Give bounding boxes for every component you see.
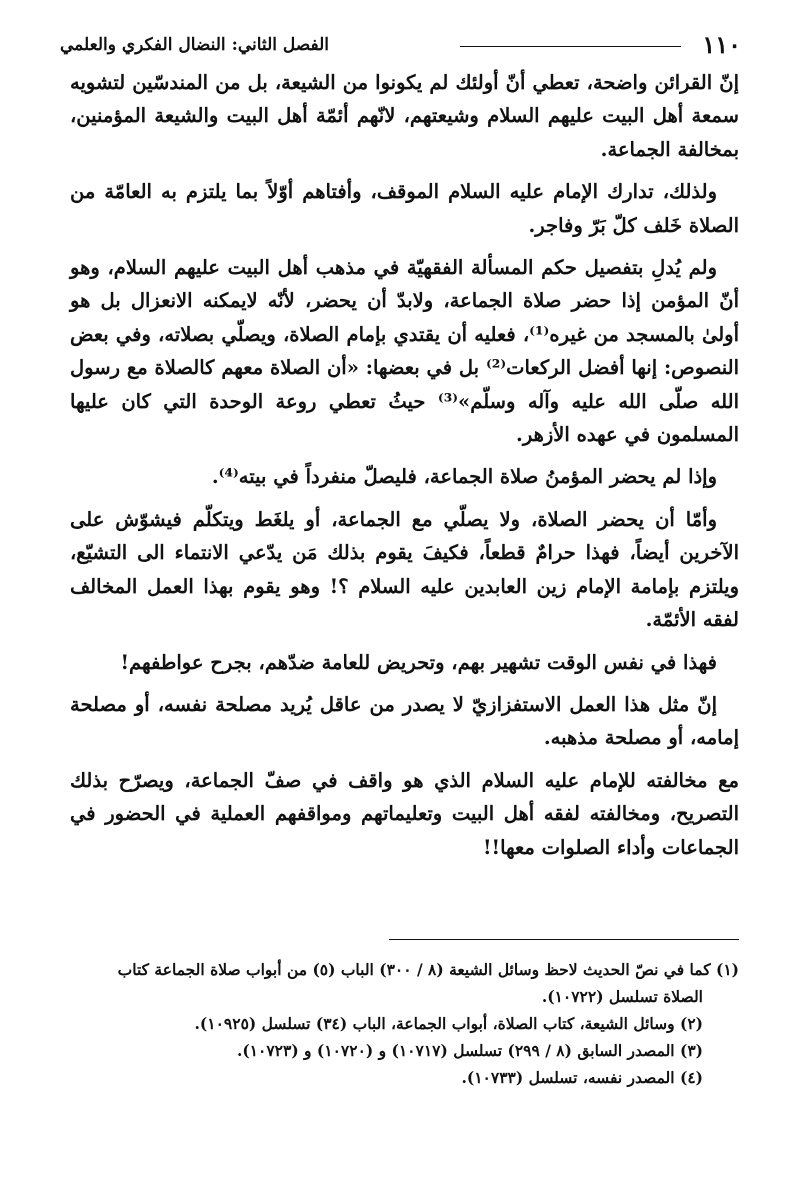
paragraph-6: فهذا في نفس الوقت تشهير بهم، وتحريض للعامة ضدّهم، بجرح عواطفهم!	[120, 650, 717, 674]
footnote-3: (٣) المصدر السابق (٨ / ٢٩٩) تسلسل (١٠٧١٧) و (١٠٧٢٠) و (١٠٧٢٣).	[236, 1041, 703, 1060]
running-header	[60, 30, 741, 60]
paragraph-3: ولم يُدلِ بتفصيل حكم المسألة الفقهيّة في مذهب أهل البيت عليهم السلام، وهو أنّ المؤمن إذا حضر صلاة الجماعة، ولابدّ أن يحضر، لأنّه لايمكنه الانعزال بل هو أولىٰ بالمسجد من غيره⁽¹⁾، فعليه أن يقتدي بإمام الصلاة، ويصلّي بصلاته، وفي بعض النصوص: إنها أفضل الركعات⁽²⁾ بل في بعضها: «أن الصلاة معهم كالصلاة مع رسول الله صلّى الله عليه وآله وسلّم»⁽³⁾ حيثُ تعطي روعة الوحدة التي كان عليها المسلمون في عهده الأزهر.	[70, 256, 739, 447]
footnote-rule	[389, 939, 739, 940]
body-text	[70, 66, 739, 873]
footnote-2: (٢) وسائل الشيعة، كتاب الصلاة، أبواب الجماعة، الباب (٣٤) تسلسل (١٠٩٢٥).	[194, 1014, 703, 1033]
footnote-4: (٤) المصدر نفسه، تسلسل (١٠٧٣٣).	[461, 1068, 703, 1087]
footnote-1: (١) كما في نصّ الحديث لاحظ وسائل الشيعة (٨ / ٣٠٠) الباب (٥) من أبواب صلاة الجماعة كتاب	[117, 960, 739, 979]
paragraph-4: وإذا لم يحضر المؤمنُ صلاة الجماعة، فليصلّ منفرداً في بيته⁽⁴⁾.	[211, 465, 717, 489]
page-number: ١١٠	[702, 30, 741, 59]
paragraph-5: وأمّا أن يحضر الصلاة، ولا يصلّي مع الجماعة، أو يلغَط ويتكلّم فيشوّش على الآخرين أيضاً، فهذا حرامٌ قطعاً، فكيفَ يقوم بذلك مَن يدّعي الانتماء الى التشيّع، ويلتزم بإمامة الإمام زين العابدين عليه السلام ؟! وهو يقوم بهذا العمل المخالف لفقه الأئمّة.	[70, 507, 739, 632]
paragraph-1: إنّ القرائن واضحة، تعطي أنّ أولئك لم يكونوا من الشيعة، بل من المندسّين لتشويه سمعة أهل البيت عليهم السلام وشيعتهم، لانّهم أئمّة أهل البيت والشيعة المؤمنين، بمخالفة الجماعة.	[70, 71, 739, 161]
header-rule	[460, 46, 681, 47]
paragraph-7: إنّ مثل هذا العمل الاستفزازيّ لا يصدر من عاقل يُريد مصلحة نفسه، أو مصلحة إمامه، أو مصلحة مذهبه.	[70, 692, 739, 750]
paragraph-2: ولذلك، تدارك الإمام عليه السلام الموقف، وأفتاهم أوّلاً بما يلتزم به العامّة من الصلاة خَلف كلّ بَرّ وفاجر.	[70, 180, 739, 237]
footnotes	[70, 956, 739, 1091]
chapter-title: الفصل الثاني: النضال الفكري والعلمي	[60, 35, 330, 55]
paragraph-8: مع مخالفته للإمام عليه السلام الذي هو واقف في صفّ الجماعة، ويصرّح بذلك التصريح، ومخالفته لفقه أهل البيت وتعليماتهم ومواقفهم العملية في الحضور في الجماعات وأداء الصلوات معها!!	[70, 768, 739, 859]
footnote-1-continuation: الصلاة تسلسل (١٠٧٢٢).	[541, 987, 703, 1006]
